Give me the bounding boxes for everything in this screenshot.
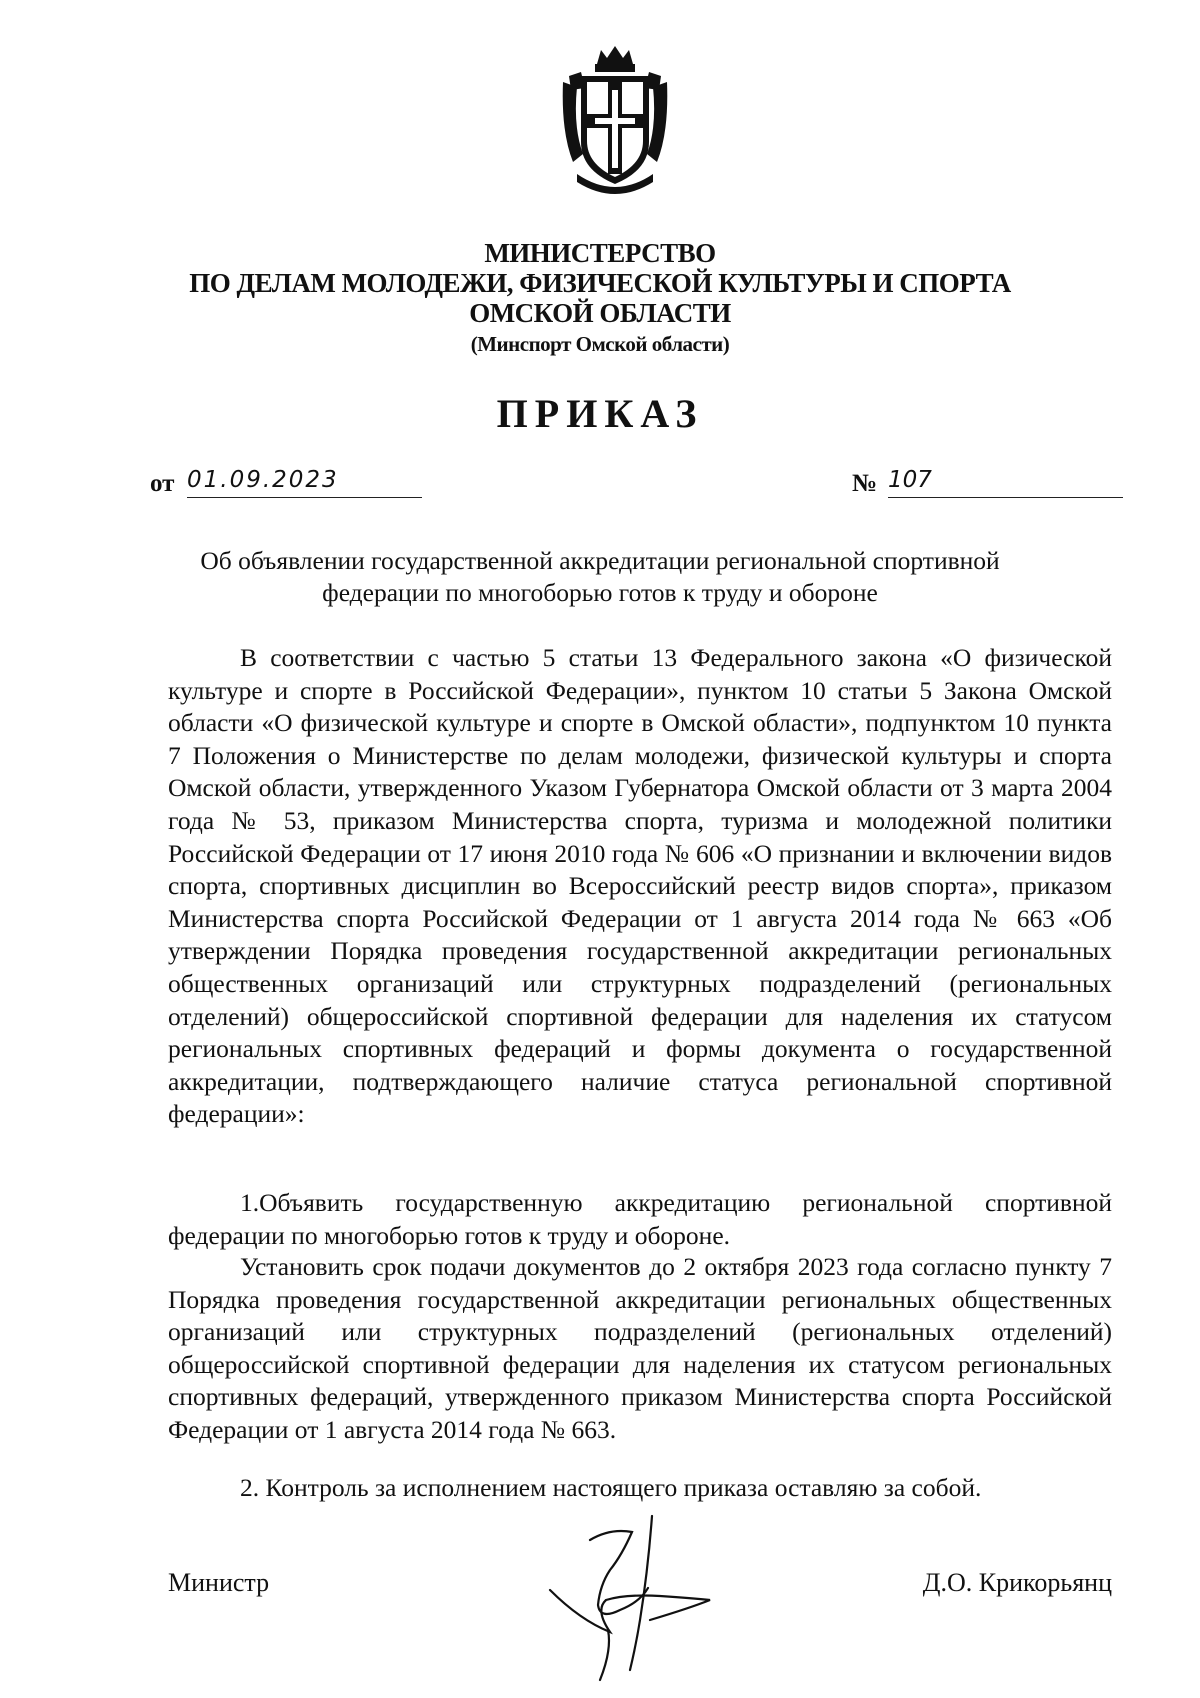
document-subject: Об объявлении государственной аккредитации региональной спортивной федерации по многоборью готов к труду и обороне xyxy=(200,546,1000,607)
item-1-deadline-paragraph xyxy=(168,1251,1112,1447)
ministry-title-line2: ПО ДЕЛАМ МОЛОДЕЖИ, ФИЗИЧЕСКОЙ КУЛЬТУРЫ И СПОРТА xyxy=(189,268,1011,298)
signatory-role: Министр xyxy=(168,1568,270,1597)
preamble-text: В соответствии с частью 5 статьи 13 Федерального закона «О физической культуре и спорте в Российской Федерации», пунктом 10 статьи 5 Закона Омской области «О физической культуре и спорте в Омской области», подпунктом 10 пункта 7 Положения о Министерстве по делам молодежи, физической культуры и спорта Омской области, утвержденного Указом Губернатора Омской области от 3 марта 2004 года № 53, приказом Министерства спорта, туризма и молодежной политики Российской Федерации от 17 июня 2010 года № 606 «О признании и включении видов спорта, спортивных дисциплин во Всероссийский реестр видов спорта», приказом Министерства спорта Российской Федерации от 1 августа 2014 года № 663 «Об утверждении Порядка проведения государственной аккредитации региональных общественных организаций или структурных подразделений (региональных отделений) общероссийской спортивной федерации для наделения их статусом региональных спортивных федераций и формы документа о государственной аккредитации, подтверждающего наличие статуса региональной спортивной федерации»: xyxy=(168,643,1112,1129)
signature-icon xyxy=(540,1510,730,1690)
ministry-title-line1: МИНИСТЕРСТВО xyxy=(484,238,716,268)
document-number: 107 xyxy=(888,467,1123,498)
item-1-deadline-text: Установить срок подачи документов до 2 октября 2023 года согласно пункту 7 Порядка проведения государственной аккредитации региональных общественных организаций или структурных подразделений (региональных отделений) общероссийской спортивной федерации для наделения их статусом региональных спортивных федераций, утвержденного приказом Министерства спорта Российской Федерации от 1 августа 2014 года № 663. xyxy=(168,1252,1112,1444)
document-date: 01.09.2023 xyxy=(187,467,422,498)
item-2-paragraph xyxy=(168,1472,1112,1505)
item-2-text: 2. Контроль за исполнением настоящего приказа оставляю за собой. xyxy=(240,1473,982,1502)
item-1-paragraph xyxy=(168,1187,1112,1252)
number-label: № xyxy=(852,470,878,497)
document-type: ПРИКАЗ xyxy=(496,391,704,436)
preamble-paragraph xyxy=(168,642,1112,1131)
coat-of-arms-icon xyxy=(555,42,675,197)
date-label: от xyxy=(150,470,175,497)
signatory-name: Д.О. Крикорьянц xyxy=(922,1568,1112,1597)
ministry-short-name: (Минспорт Омской области) xyxy=(470,332,730,356)
item-1-text: 1.Объявить государственную аккредитацию региональной спортивной федерации по многоборью готов к труду и обороне. xyxy=(168,1188,1112,1250)
ministry-title-line3: ОМСКОЙ ОБЛАСТИ xyxy=(469,298,731,328)
